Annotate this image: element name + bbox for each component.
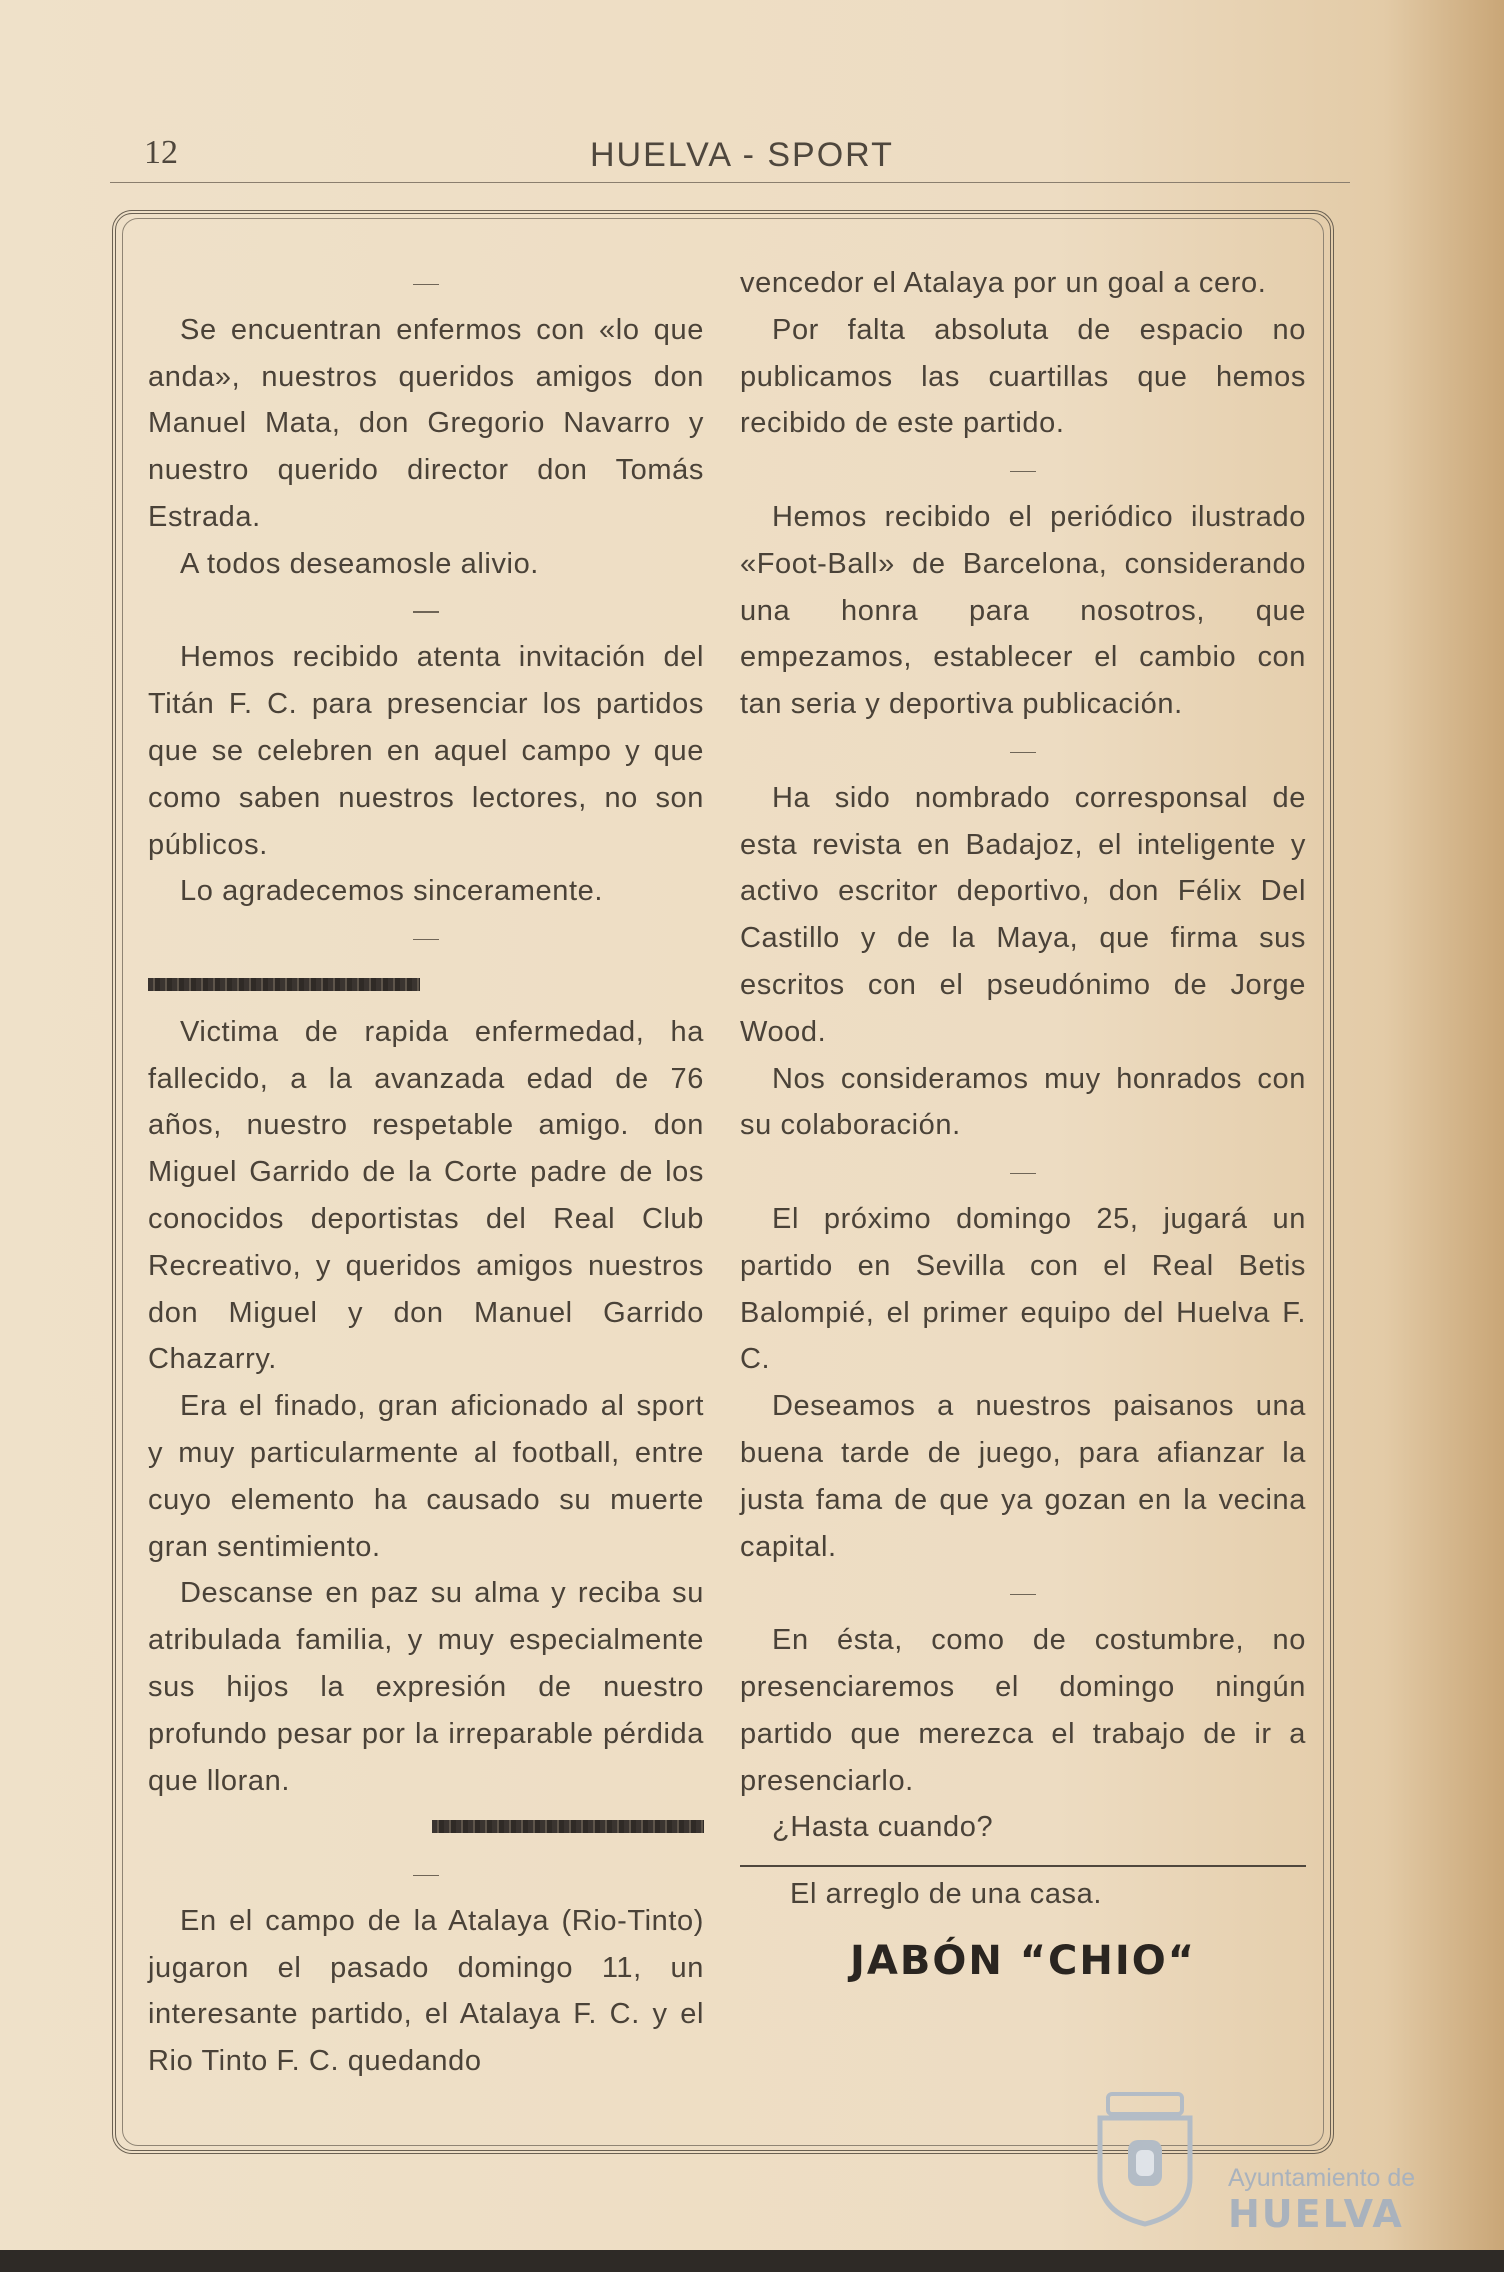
article-paragraph: El próximo domingo 25, jugará un partido en Sevilla con el Real Betis Balompié, el primer equipo del Huelva F. C.: [740, 1202, 1306, 1376]
advertisement-brand: JABÓN “CHIO“: [849, 1937, 1197, 1984]
watermark-text: Ayuntamiento de: [1228, 2164, 1416, 2192]
article-paragraph: Por falta absoluta de espacio no publicamos las cuartillas que hemos recibido de este partido.: [740, 313, 1306, 440]
section-separator: [740, 728, 1306, 775]
article-paragraph: Hemos recibido el periódico ilustrado «Foot-Ball» de Barcelona, considerando una honra para nosotros, que empezamos, establecer el cambio con tan seria y deportiva publicación.: [740, 500, 1306, 721]
mourning-bar: [148, 1804, 704, 1851]
article-paragraph: Ha sido nombrado corresponsal de esta revista en Badajoz, el inteligente y activo escritor deportivo, don Félix Del Castillo y de la Maya, que firma sus escritos con el pseudónimo de Jorge Wood.: [740, 781, 1306, 1048]
article-paragraph: Lo agradecemos sinceramente.: [180, 875, 604, 908]
article-paragraph: Deseamos a nuestros paisanos una buena tarde de juego, para afianzar la justa fama de que ya gozan en la vecina capital.: [740, 1390, 1306, 1563]
advertisement-line: El arreglo de una casa.: [790, 1878, 1103, 1911]
mourning-bar: [148, 962, 704, 1009]
article-paragraph: Victima de rapida enfermedad, ha fallecido, a la avanzada edad de 76 años, nuestro respetable amigo. don Miguel Garrido de la Corte padre de los conocidos deportistas del Real Club Recreativo, y queridos amigos nuestros don Miguel y don Manuel Garrido Chazarry.: [148, 1015, 704, 1376]
section-separator: [148, 260, 704, 307]
article-paragraph: En ésta, como de costumbre, no presenciaremos el domingo ningún partido que merezca el trabajo de ir a presenciarlo.: [740, 1624, 1306, 1797]
advertisement-rule: [740, 1865, 1306, 1867]
left-column: [148, 260, 704, 2085]
article-paragraph: Se encuentran enfermos con «lo que anda», nuestros queridos amigos don Manuel Mata, don Gregorio Navarro y nuestro querido director don Tomás Estrada.: [148, 313, 704, 533]
article-paragraph: En el campo de la Atalaya (Rio-Tinto) jugaron el pasado domingo 11, un interesante partido, el Atalaya F. C. y el Rio Tinto F. C. quedando: [148, 1904, 704, 2078]
article-paragraph: Era el finado, gran aficionado al sport y muy particularmente al football, entre cuyo elemento ha causado su muerte gran sentimiento.: [148, 1390, 704, 1563]
article-paragraph: Nos consideramos muy honrados con su colaboración.: [740, 1062, 1306, 1142]
section-separator: [740, 447, 1306, 494]
page-number: 12: [144, 134, 178, 171]
running-title: HUELVA - SPORT: [590, 136, 894, 174]
article-paragraph: A todos deseamosle alivio.: [180, 547, 539, 580]
article-paragraph: Descanse en paz su alma y reciba su atribulada familia, y muy especialmente sus hijos la expresión de nuestro profundo pesar por la irreparable pérdida que lloran.: [148, 1577, 704, 1797]
city-seal-icon: [1090, 2088, 1200, 2228]
page-header: [110, 130, 1350, 183]
watermark-city: HUELVA: [1228, 2192, 1404, 2236]
section-separator: [740, 1149, 1306, 1196]
section-separator: [740, 1570, 1306, 1617]
right-column: [740, 260, 1306, 1986]
section-separator: [148, 588, 704, 635]
scan-bottom-edge: [0, 2250, 1504, 2272]
section-separator: [148, 1851, 704, 1898]
article-paragraph: Hemos recibido atenta invitación del Titán F. C. para presenciar los partidos que se celebren en aquel campo y que como saben nuestros lectores, no son públicos.: [148, 641, 704, 861]
section-separator: [148, 915, 704, 962]
archive-watermark: [1090, 2088, 1430, 2236]
article-paragraph: ¿Hasta cuando?: [772, 1811, 994, 1844]
article-paragraph: vencedor el Atalaya por un goal a cero.: [740, 267, 1267, 299]
